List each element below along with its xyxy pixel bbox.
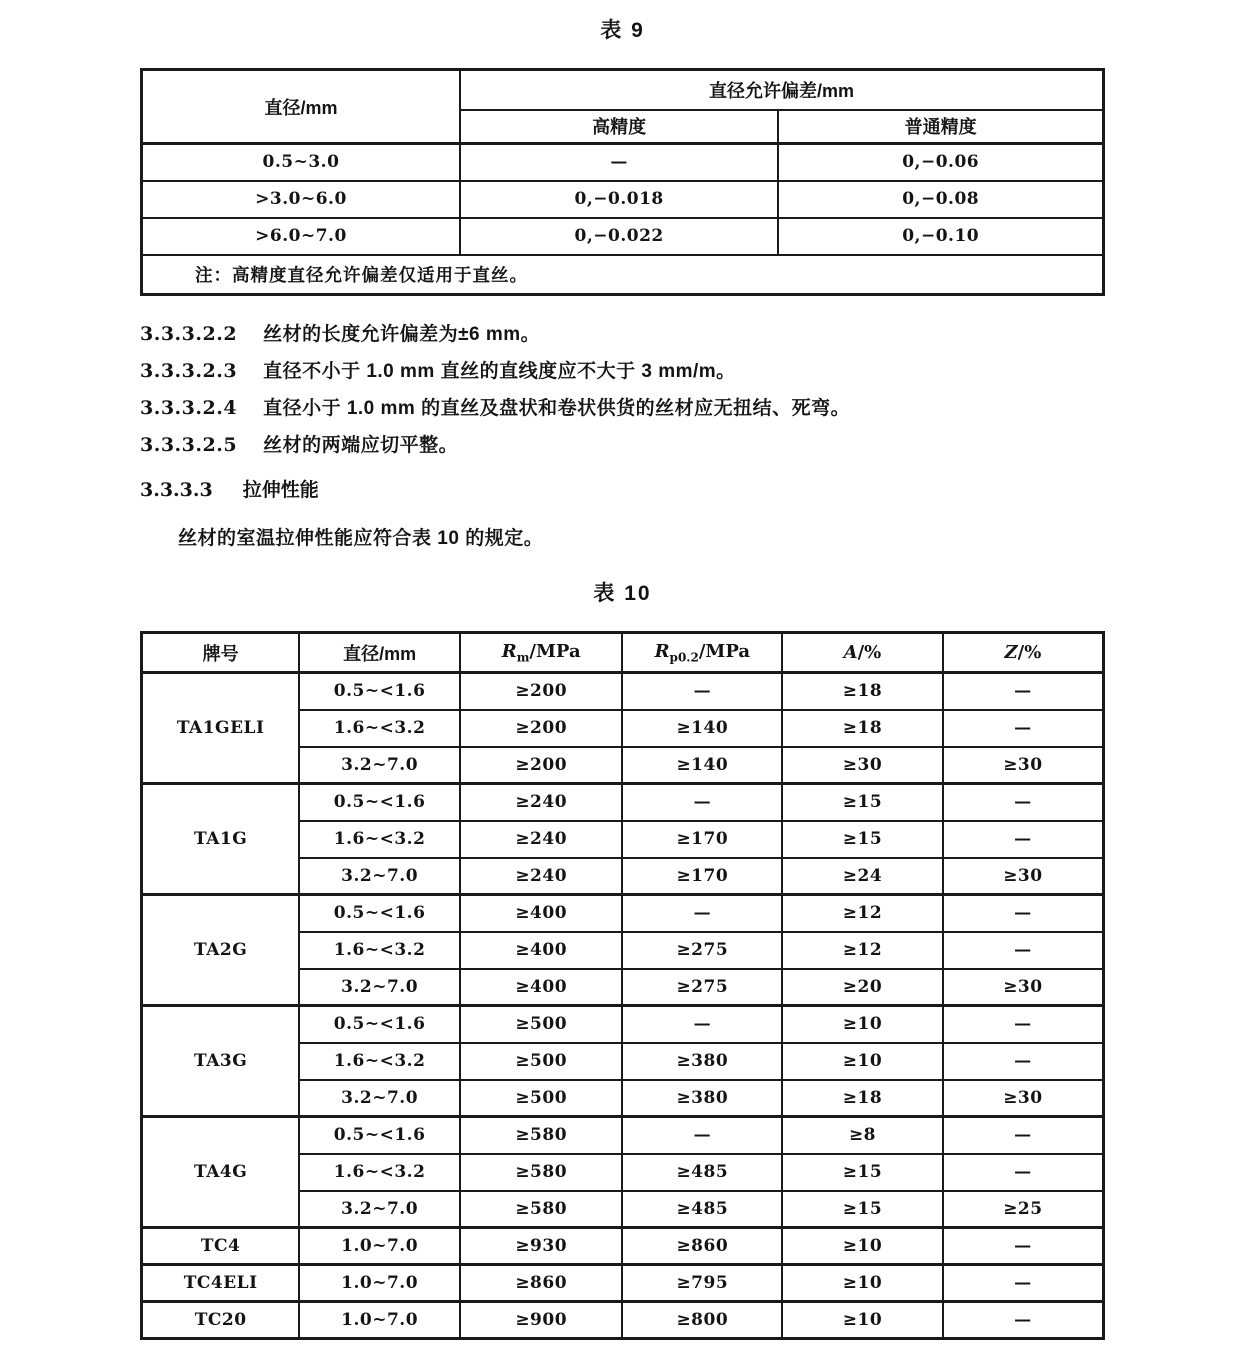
cell: ≥15: [782, 784, 943, 821]
cell-grade: TC4ELI: [142, 1265, 300, 1302]
cell: 3.2~7.0: [299, 969, 460, 1006]
cell-grade: TA4G: [142, 1117, 300, 1228]
cell-grade: TA1G: [142, 784, 300, 895]
cell: ≥240: [460, 821, 623, 858]
cell: 1.6~<3.2: [299, 1154, 460, 1191]
cell-diameter: >3.0~6.0: [142, 181, 460, 218]
cell: ≥400: [460, 969, 623, 1006]
table10-col-rm: $R_m$/MPa: [460, 633, 623, 673]
cell: 0.5~<1.6: [299, 673, 460, 710]
cell: ≥30: [782, 747, 943, 784]
clause-3-3-3-2-5: [140, 427, 1105, 464]
cell-grade: TA2G: [142, 895, 300, 1006]
cell: —: [622, 1006, 782, 1043]
table-row: [142, 1117, 1104, 1154]
cell: —: [943, 1117, 1104, 1154]
cell-normal: 0,−0.06: [778, 144, 1103, 181]
table9: [140, 68, 1105, 296]
cell-grade: TA3G: [142, 1006, 300, 1117]
cell: 0.5~<1.6: [299, 1006, 460, 1043]
section-heading-3-3-3-3: [140, 472, 1105, 509]
cell: ≥860: [622, 1228, 782, 1265]
cell: ≥8: [782, 1117, 943, 1154]
cell-grade: TC4: [142, 1228, 300, 1265]
cell: ≥170: [622, 858, 782, 895]
cell: 3.2~7.0: [299, 858, 460, 895]
cell: —: [622, 1117, 782, 1154]
page-content: [140, 14, 1105, 1340]
cell: —: [943, 895, 1104, 932]
cell: ≥240: [460, 784, 623, 821]
section-title: 拉伸性能: [242, 480, 319, 501]
table9-title: 表 9: [600, 19, 645, 42]
cell: ≥170: [622, 821, 782, 858]
table-row: [142, 218, 1104, 255]
cell: ≥485: [622, 1154, 782, 1191]
cell: —: [943, 1154, 1104, 1191]
cell: ≥275: [622, 969, 782, 1006]
clause-text: 丝材的两端应切平整。: [263, 435, 459, 456]
cell: ≥580: [460, 1117, 623, 1154]
clause-number: 3.3.3.2.5: [140, 434, 238, 456]
cell-diameter: 0.5~3.0: [142, 144, 460, 181]
cell: ≥580: [460, 1191, 623, 1228]
cell: —: [943, 932, 1104, 969]
table10-col-grade: 牌号: [142, 633, 300, 673]
cell: 1.6~<3.2: [299, 710, 460, 747]
table10-col-z: Z/%: [943, 633, 1104, 673]
cell: ≥200: [460, 747, 623, 784]
cell: ≥795: [622, 1265, 782, 1302]
cell: ≥30: [943, 969, 1104, 1006]
cell: —: [943, 1265, 1104, 1302]
cell: ≥30: [943, 747, 1104, 784]
cell-normal: 0,−0.08: [778, 181, 1103, 218]
table9-header-row-1: [142, 70, 1104, 110]
cell: 3.2~7.0: [299, 1080, 460, 1117]
cell-grade: TA1GELI: [142, 673, 300, 784]
cell: ≥30: [943, 1080, 1104, 1117]
clause-number: 3.3.3.2.2: [140, 323, 238, 345]
cell: ≥930: [460, 1228, 623, 1265]
table9-note: 注：高精度直径允许偏差仅适用于直丝。: [142, 255, 1104, 295]
clause-text: 直径小于 1.0 mm 的直丝及盘状和卷状供货的丝材应无扭结、死弯。: [263, 398, 851, 419]
table-row: [142, 673, 1104, 710]
table-row: [142, 1302, 1104, 1339]
cell: —: [943, 1228, 1104, 1265]
cell: ≥12: [782, 932, 943, 969]
cell-high: 0,−0.022: [460, 218, 778, 255]
cell: ≥580: [460, 1154, 623, 1191]
table9-col-diameter: 直径/mm: [142, 70, 460, 144]
cell: 1.6~<3.2: [299, 932, 460, 969]
table-row: [142, 895, 1104, 932]
table-row: [142, 1265, 1104, 1302]
clauses-block: [140, 316, 1105, 464]
cell: 0.5~<1.6: [299, 784, 460, 821]
cell: ≥18: [782, 710, 943, 747]
cell: ≥24: [782, 858, 943, 895]
table10: [140, 631, 1105, 1340]
cell: ≥30: [943, 858, 1104, 895]
cell: ≥18: [782, 673, 943, 710]
cell: 1.6~<3.2: [299, 821, 460, 858]
cell: ≥15: [782, 1191, 943, 1228]
cell: —: [622, 895, 782, 932]
cell: ≥275: [622, 932, 782, 969]
cell: ≥10: [782, 1228, 943, 1265]
cell: ≥12: [782, 895, 943, 932]
table9-col-tolerance-group: 直径允许偏差/mm: [460, 70, 1104, 110]
cell-normal: 0,−0.10: [778, 218, 1103, 255]
clause-text: 丝材的长度允许偏差为±6 mm。: [263, 324, 541, 345]
cell: —: [943, 1006, 1104, 1043]
cell: ≥900: [460, 1302, 623, 1339]
cell: —: [943, 710, 1104, 747]
cell: ≥20: [782, 969, 943, 1006]
clause-number: 3.3.3.2.3: [140, 360, 238, 382]
cell: ≥10: [782, 1302, 943, 1339]
cell: ≥500: [460, 1043, 623, 1080]
cell: ≥18: [782, 1080, 943, 1117]
table-row: [142, 1006, 1104, 1043]
cell: ≥200: [460, 710, 623, 747]
table-row: [142, 181, 1104, 218]
clause-3-3-3-2-4: [140, 390, 1105, 427]
cell: —: [943, 821, 1104, 858]
clause-text: 直径不小于 1.0 mm 直丝的直线度应不大于 3 mm/m。: [263, 361, 736, 382]
cell: ≥10: [782, 1006, 943, 1043]
cell: ≥10: [782, 1043, 943, 1080]
table10-header-row: [142, 633, 1104, 673]
cell: ≥800: [622, 1302, 782, 1339]
cell: ≥10: [782, 1265, 943, 1302]
cell: 1.0~7.0: [299, 1228, 460, 1265]
cell: ≥25: [943, 1191, 1104, 1228]
cell-grade: TC20: [142, 1302, 300, 1339]
cell: ≥15: [782, 1154, 943, 1191]
cell: —: [943, 1302, 1104, 1339]
table10-col-a: A/%: [782, 633, 943, 673]
cell: 0.5~<1.6: [299, 1117, 460, 1154]
table10-col-diameter: 直径/mm: [299, 633, 460, 673]
cell: ≥400: [460, 932, 623, 969]
table9-col-normal-precision: 普通精度: [778, 110, 1103, 144]
cell: —: [622, 673, 782, 710]
cell: ≥500: [460, 1006, 623, 1043]
table-row: [142, 144, 1104, 181]
cell-diameter: >6.0~7.0: [142, 218, 460, 255]
cell: ≥860: [460, 1265, 623, 1302]
cell: ≥140: [622, 710, 782, 747]
intro-paragraph: 丝材的室温拉伸性能应符合表 10 的规定。: [178, 528, 544, 549]
cell: 3.2~7.0: [299, 1191, 460, 1228]
cell: —: [622, 784, 782, 821]
cell: ≥15: [782, 821, 943, 858]
cell: —: [943, 1043, 1104, 1080]
cell: —: [943, 673, 1104, 710]
cell: 1.6~<3.2: [299, 1043, 460, 1080]
cell: ≥240: [460, 858, 623, 895]
table9-col-high-precision: 高精度: [460, 110, 778, 144]
table-row: [142, 784, 1104, 821]
cell: 1.0~7.0: [299, 1302, 460, 1339]
table-row: [142, 1228, 1104, 1265]
cell: ≥500: [460, 1080, 623, 1117]
cell: ≥200: [460, 673, 623, 710]
section-number: 3.3.3.3: [140, 479, 213, 501]
table10-title: 表 10: [593, 582, 652, 605]
cell: ≥380: [622, 1043, 782, 1080]
cell: ≥400: [460, 895, 623, 932]
cell-high: —: [460, 144, 778, 181]
cell: ≥140: [622, 747, 782, 784]
clause-3-3-3-2-3: [140, 353, 1105, 390]
cell: ≥485: [622, 1191, 782, 1228]
cell-high: 0,−0.018: [460, 181, 778, 218]
cell: ≥380: [622, 1080, 782, 1117]
table10-col-rp02: $R_{p0.2}$/MPa: [622, 633, 782, 673]
clause-number: 3.3.3.2.4: [140, 397, 238, 419]
cell: 3.2~7.0: [299, 747, 460, 784]
cell: 0.5~<1.6: [299, 895, 460, 932]
clause-3-3-3-2-2: [140, 316, 1105, 353]
cell: 1.0~7.0: [299, 1265, 460, 1302]
cell: —: [943, 784, 1104, 821]
table9-note-row: [142, 255, 1104, 295]
